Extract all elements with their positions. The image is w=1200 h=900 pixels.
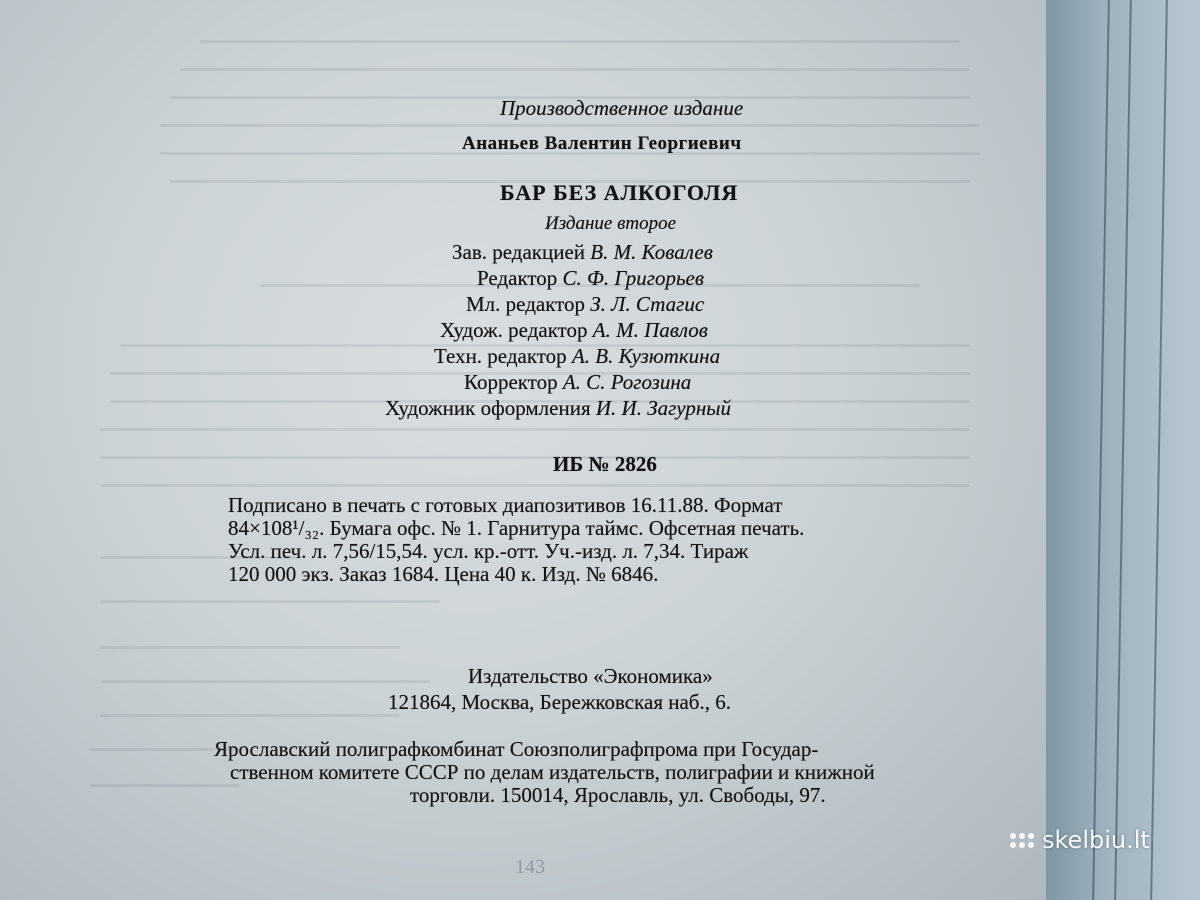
printer-line: Ярославский полиграфкомбинат Союзполиграфпрома при Государ- bbox=[214, 737, 819, 761]
credit-line bbox=[440, 318, 708, 343]
credit-person: А. В. Кузюткина bbox=[571, 344, 721, 368]
credit-line bbox=[477, 266, 704, 291]
credit-role: Техн. редактор bbox=[434, 344, 567, 368]
author-name: Ананьев Валентин Георгиевич bbox=[462, 133, 742, 154]
print-details-line: Подписано в печать с готовых диапозитивов 16.11.88. Формат bbox=[228, 493, 783, 517]
cover-stripe bbox=[1092, 0, 1110, 900]
edition: Издание второе bbox=[545, 213, 677, 234]
credit-role: Корректор bbox=[464, 370, 558, 394]
back-cover bbox=[1046, 0, 1200, 900]
page-number: 143 bbox=[515, 856, 545, 878]
credit-person: С. Ф. Григорьев bbox=[562, 266, 704, 290]
publication-type: Производственное издание bbox=[500, 96, 744, 120]
credit-person: И. И. Загурный bbox=[595, 396, 731, 420]
credit-line bbox=[452, 240, 713, 265]
credit-role: Редактор bbox=[477, 266, 558, 290]
credit-line bbox=[464, 370, 691, 395]
publisher-name: Издательство «Экономика» bbox=[468, 664, 713, 688]
credit-person: В. М. Ковалев bbox=[590, 240, 713, 264]
dots-grid-icon bbox=[1010, 833, 1034, 848]
watermark bbox=[1010, 822, 1150, 858]
credit-role: Мл. редактор bbox=[466, 292, 586, 316]
print-details bbox=[228, 494, 1010, 586]
print-details-line: Усл. печ. л. 7,56/15,54. усл. кр.-отт. Уч.-изд. л. 7,34. Тираж bbox=[228, 539, 749, 563]
credit-role: Художник оформления bbox=[385, 396, 591, 420]
ib-number: ИБ № 2826 bbox=[553, 452, 657, 476]
watermark-text: skelbiu.lt bbox=[1042, 826, 1150, 854]
print-details-line: 120 000 экз. Заказ 1684. Цена 40 к. Изд. № 6846. bbox=[228, 562, 659, 586]
printer-line: торговли. 150014, Ярославль, ул. Свободы, 97. bbox=[410, 783, 826, 807]
book-title: БАР БЕЗ АЛКОГОЛЯ bbox=[500, 180, 739, 205]
credit-person: А. С. Рогозина bbox=[562, 370, 692, 394]
cover-stripe bbox=[1150, 0, 1168, 900]
printer-line: ственном комитете СССР по делам издательств, полиграфии и книжной bbox=[230, 760, 875, 784]
publisher-address: 121864, Москва, Бережковская наб., 6. bbox=[388, 690, 731, 714]
credit-role: Зав. редакцией bbox=[452, 240, 586, 264]
credit-role: Худож. редактор bbox=[440, 318, 588, 342]
printer-info bbox=[214, 738, 1022, 807]
credit-line bbox=[385, 396, 731, 421]
credit-person: З. Л. Стагис bbox=[590, 292, 705, 316]
print-details-line: 84×108¹/₃₂. Бумага офс. № 1. Гарнитура таймс. Офсетная печать. bbox=[228, 516, 805, 540]
cover-stripe bbox=[1114, 0, 1132, 900]
credit-line bbox=[434, 344, 720, 369]
credit-line bbox=[466, 292, 704, 317]
credit-person: А. М. Павлов bbox=[592, 318, 708, 342]
